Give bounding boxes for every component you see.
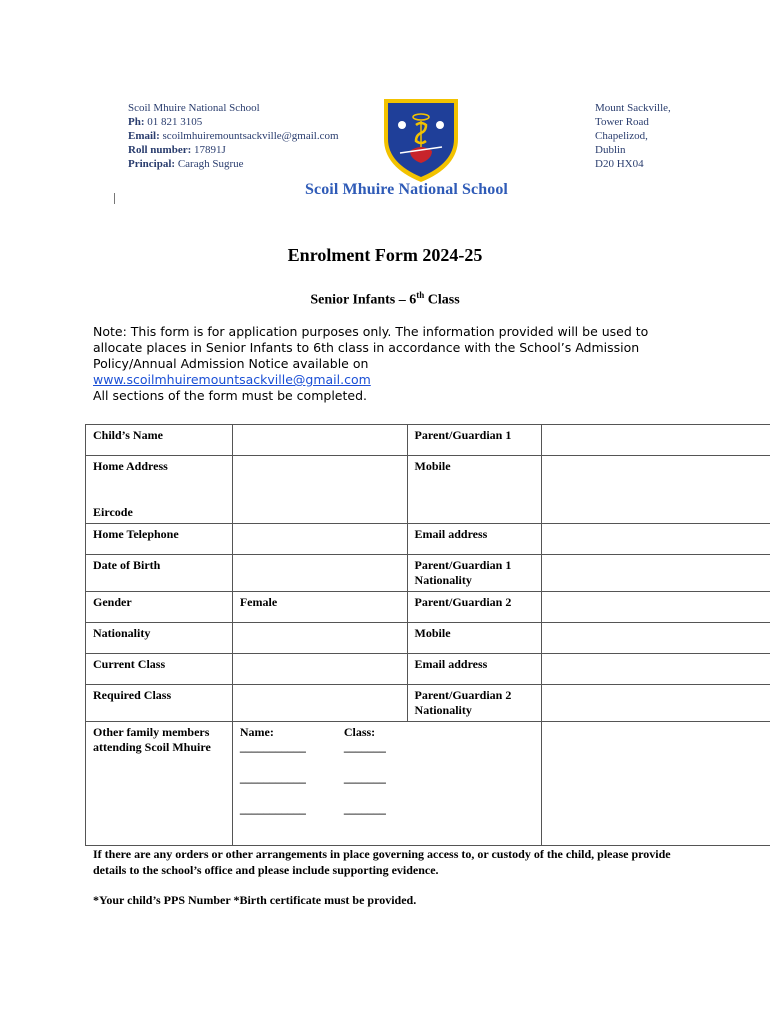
home-telephone-label: Home Telephone <box>86 524 233 555</box>
table-row <box>86 425 770 456</box>
table-row <box>86 555 770 592</box>
subtitle-pre: Senior Infants – 6 <box>310 292 417 308</box>
school-name-small: Scoil Mhuire National School <box>128 102 260 114</box>
current-class-field[interactable] <box>232 654 407 685</box>
parent2-label: Parent/Guardian 2 <box>407 592 542 623</box>
childs-name-label: Child’s Name <box>86 425 233 456</box>
address-line: Mount Sackville, <box>595 102 671 114</box>
phone-value: 01 821 3105 <box>147 116 203 128</box>
family-class-label: Class: <box>343 725 376 739</box>
home-address-field[interactable] <box>232 456 407 524</box>
mobile2-label: Mobile <box>407 623 542 654</box>
required-class-field[interactable] <box>232 685 407 722</box>
family-class-blank[interactable]: _______ <box>343 802 386 816</box>
address-line: Dublin <box>595 144 626 156</box>
email-address2-field[interactable] <box>542 654 770 685</box>
table-row <box>86 722 770 846</box>
roll-value: 17891J <box>194 144 226 156</box>
school-crest-icon <box>380 95 462 185</box>
family-name-label: Name: <box>239 725 274 739</box>
family-class-column <box>344 725 386 833</box>
nationality-field[interactable] <box>232 623 407 654</box>
page-subtitle <box>0 290 770 309</box>
home-address-label-cell <box>86 456 233 524</box>
principal-line <box>128 157 339 171</box>
address-line: Tower Road <box>595 116 649 128</box>
email-line <box>128 129 339 143</box>
home-address-label: Home Address <box>93 459 168 473</box>
home-telephone-field[interactable] <box>232 524 407 555</box>
table-row <box>86 623 770 654</box>
mobile-field[interactable] <box>542 456 770 524</box>
email-address-field[interactable] <box>542 524 770 555</box>
enrolment-form-table <box>85 424 770 846</box>
other-family-label: Other family members attending Scoil Mhuire <box>86 722 233 846</box>
nationality-label: Nationality <box>86 623 233 654</box>
mobile2-field[interactable] <box>542 623 770 654</box>
gender-field[interactable]: Female <box>232 592 407 623</box>
email-address-label: Email address <box>407 524 542 555</box>
table-row <box>86 456 770 524</box>
current-class-label: Current Class <box>86 654 233 685</box>
text-cursor <box>114 193 115 204</box>
eircode-label: Eircode <box>93 505 133 519</box>
family-name-blank[interactable]: ___________ <box>239 740 306 754</box>
principal-value: Caragh Sugrue <box>177 158 244 170</box>
note-text: Note: This form is for application purposes only. The information provided will be used to allocate places in Senior Infants to 6th class in accordance with the School’s Admission Policy/Annual Admission Notice available on <box>93 324 649 371</box>
note-closing: All sections of the form must be completed. <box>93 388 367 403</box>
gender-label: Gender <box>86 592 233 623</box>
email-value: scoilmhuiremountsackville@gmail.com <box>162 130 339 142</box>
address-line: D20 HX04 <box>595 158 644 170</box>
other-family-field[interactable] <box>232 722 542 846</box>
email-label: Email: <box>128 130 160 142</box>
subtitle-post: Class <box>424 292 460 308</box>
required-class-label: Required Class <box>86 685 233 722</box>
school-name-large: Scoil Mhuire National School <box>305 181 508 198</box>
phone-label: Ph: <box>128 116 145 128</box>
school-address-block <box>595 101 671 171</box>
date-of-birth-label: Date of Birth <box>86 555 233 592</box>
family-extra-field[interactable] <box>542 722 770 846</box>
school-email-link[interactable]: www.scoilmhuiremountsackville@gmail.com <box>93 372 371 387</box>
table-row <box>86 524 770 555</box>
custody-orders-note: If there are any orders or other arrangements in place governing access to, or custody of the child, please provide details to the school’s office and please include supporting evidence. <box>93 847 671 877</box>
family-class-blank[interactable]: _______ <box>343 771 386 785</box>
parent2-nationality-label: Parent/Guardian 2 Nationality <box>407 685 542 722</box>
family-name-blank[interactable]: ___________ <box>239 771 306 785</box>
table-row <box>86 592 770 623</box>
family-class-blank[interactable]: _______ <box>343 740 386 754</box>
family-name-blank[interactable]: ___________ <box>239 802 306 816</box>
childs-name-field[interactable] <box>232 425 407 456</box>
subtitle-sup: th <box>416 290 425 300</box>
roll-line <box>128 143 339 157</box>
parent1-field[interactable] <box>542 425 770 456</box>
page-title: Enrolment Form 2024-25 <box>287 245 483 265</box>
mobile-label: Mobile <box>407 456 542 524</box>
address-line: Chapelizod, <box>595 130 648 142</box>
principal-label: Principal: <box>128 158 176 170</box>
parent1-label: Parent/Guardian 1 <box>407 425 542 456</box>
phone-line <box>128 115 339 129</box>
roll-label: Roll number: <box>128 144 192 156</box>
family-name-column <box>240 725 344 833</box>
parent2-field[interactable] <box>542 592 770 623</box>
school-contact-block <box>128 101 339 171</box>
parent1-nationality-field[interactable] <box>542 555 770 592</box>
parent1-nationality-label: Parent/Guardian 1 Nationality <box>407 555 542 592</box>
parent2-nationality-field[interactable] <box>542 685 770 722</box>
pps-requirement-note: *Your child’s PPS Number *Birth certificate must be provided. <box>93 893 417 907</box>
table-row <box>86 654 770 685</box>
email-address2-label: Email address <box>407 654 542 685</box>
application-note <box>93 324 693 404</box>
date-of-birth-field[interactable] <box>232 555 407 592</box>
table-row <box>86 685 770 722</box>
